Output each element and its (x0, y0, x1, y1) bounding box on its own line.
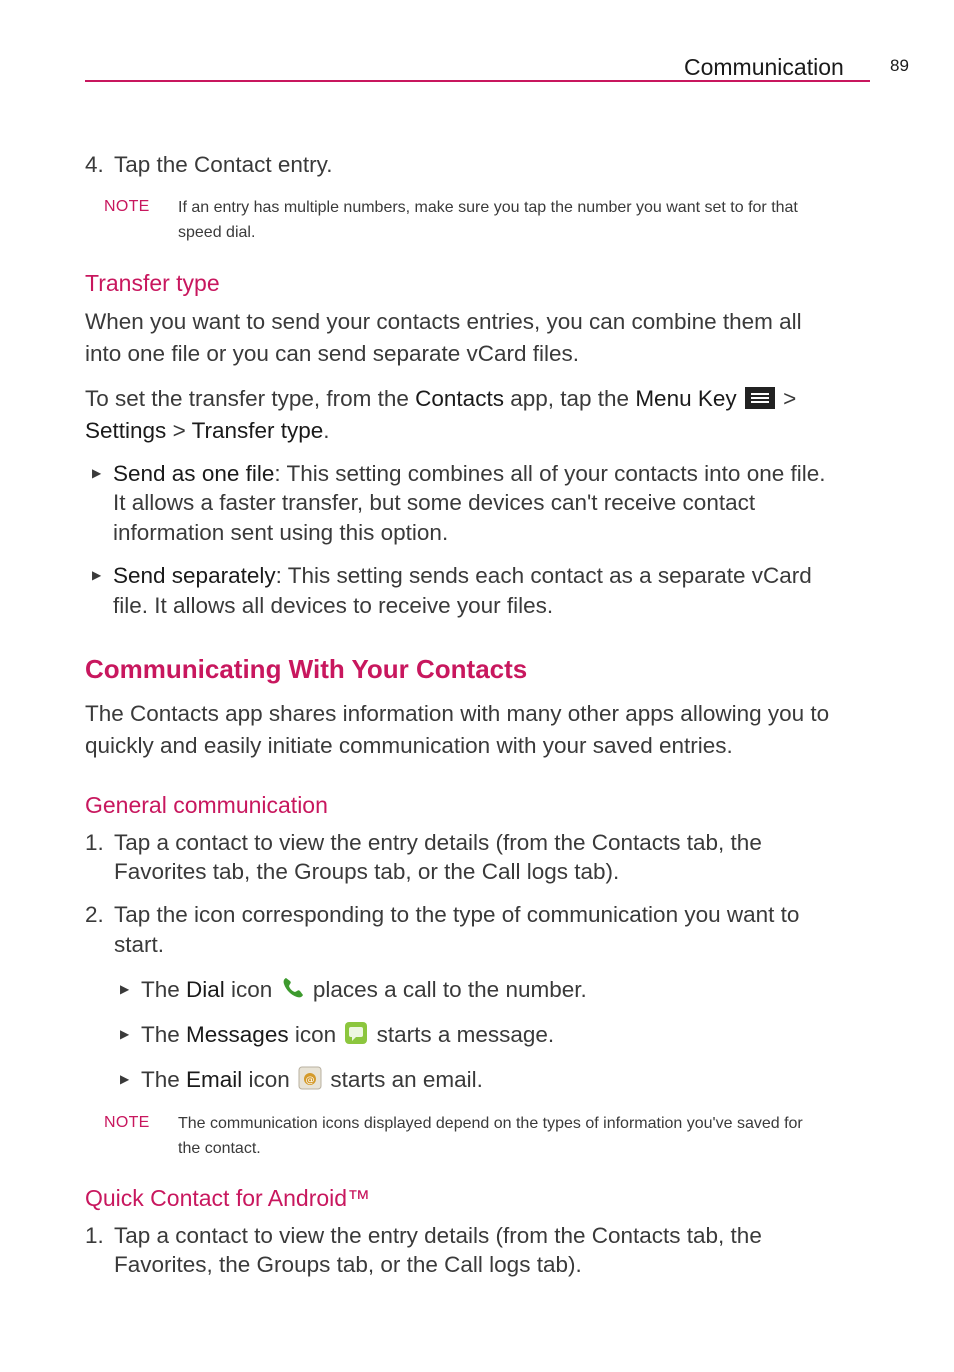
menu-key-icon (745, 387, 775, 409)
step-line: Favorites tab, the Groups tab, or the Call logs tab). (114, 859, 620, 884)
svg-text:@: @ (305, 1075, 315, 1086)
text: : This setting combines all of your contacts into one file. (274, 461, 826, 486)
messages-bullet (141, 1020, 554, 1050)
bullet-triangle-icon: ▶ (120, 1072, 130, 1086)
step-line: Favorites, the Groups tab, or the Call logs tab). (114, 1252, 582, 1277)
text: icon (288, 1022, 343, 1047)
paragraph-line: into one file or you can send separate vCard files. (85, 341, 580, 366)
text: To set the transfer type, from the (85, 386, 416, 411)
text: > (166, 418, 192, 443)
bullet-line: information sent using this option. (113, 520, 449, 545)
step-line: start. (114, 932, 165, 957)
bullet-triangle-icon: ▶ (92, 568, 102, 582)
text: : This setting sends each contact as a separate vCard (275, 563, 812, 588)
general-communication-heading: General communication (85, 792, 328, 818)
dial-label: Dial (186, 977, 225, 1002)
transfer-type-label: Transfer type (191, 418, 324, 443)
paragraph-line: When you want to send your contacts entries, you can combine them all (85, 309, 802, 334)
send-separately-label: Send separately (113, 563, 276, 588)
note-text-line: The communication icons displayed depend on the types of information you've saved for (178, 1115, 803, 1132)
note-label: NOTE (104, 1114, 150, 1131)
section-title: Communication (684, 54, 844, 80)
send-as-one-file-label: Send as one file (113, 461, 275, 486)
text: The (141, 1022, 187, 1047)
phone-icon (281, 976, 305, 1000)
note-text-line: the contact. (178, 1140, 261, 1157)
bullet-line (113, 459, 826, 489)
note-label: NOTE (104, 198, 150, 215)
step-line: Tap a contact to view the entry details (from the Contacts tab, the (114, 1223, 762, 1248)
email-label: Email (186, 1067, 243, 1092)
page-number: 89 (890, 56, 909, 75)
step-line: Tap a contact to view the entry details (from the Contacts tab, the (114, 830, 762, 855)
bullet-line (113, 561, 812, 591)
step-number: 2. (85, 902, 104, 927)
messages-label: Messages (186, 1022, 289, 1047)
text: The (141, 977, 187, 1002)
step-4-number: 4. (85, 152, 104, 177)
step-4-text: Tap the Contact entry. (114, 152, 333, 177)
note-text-line: speed dial. (178, 224, 256, 241)
step-number: 1. (85, 830, 104, 855)
bullet-triangle-icon: ▶ (120, 982, 130, 996)
text: starts a message. (370, 1022, 555, 1047)
text: > (783, 386, 797, 411)
header-rule (85, 80, 870, 82)
transfer-type-heading: Transfer type (85, 270, 220, 296)
bullet-line: It allows a faster transfer, but some devices can't receive contact (113, 490, 756, 515)
menu-key-label: Menu Key (635, 386, 737, 411)
email-icon (298, 1066, 322, 1090)
transfer-instructions-line (85, 416, 330, 446)
text: places a call to the number. (306, 977, 587, 1002)
paragraph-line: The Contacts app shares information with many other apps allowing you to (85, 701, 830, 726)
paragraph-line: quickly and easily initiate communication with your saved entries. (85, 733, 733, 758)
settings-label: Settings (85, 418, 167, 443)
text: starts an email. (324, 1067, 483, 1092)
bullet-triangle-icon: ▶ (120, 1027, 130, 1041)
messages-icon (344, 1021, 368, 1045)
text: icon (224, 977, 279, 1002)
step-number: 1. (85, 1223, 104, 1248)
quick-contact-heading: Quick Contact for Android™ (85, 1185, 371, 1211)
bullet-triangle-icon: ▶ (92, 466, 102, 480)
bullet-line: file. It allows all devices to receive your files. (113, 593, 554, 618)
text: . (323, 418, 330, 443)
contacts-app-label: Contacts (415, 386, 504, 411)
dial-bullet (141, 975, 587, 1005)
communicating-heading: Communicating With Your Contacts (85, 654, 528, 684)
text: icon (242, 1067, 297, 1092)
text: The (141, 1067, 187, 1092)
note-text-line: If an entry has multiple numbers, make sure you tap the number you want set to for that (178, 199, 798, 216)
transfer-instructions-line (85, 384, 796, 414)
step-line: Tap the icon corresponding to the type of communication you want to (114, 902, 800, 927)
email-bullet (141, 1065, 483, 1095)
text: app, tap the (503, 386, 636, 411)
